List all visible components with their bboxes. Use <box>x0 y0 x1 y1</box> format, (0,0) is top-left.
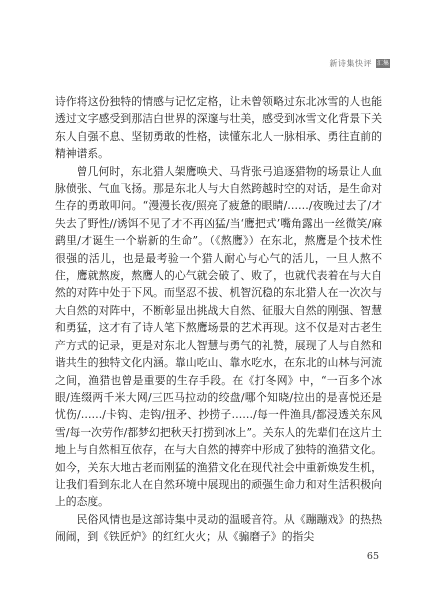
running-header <box>330 58 391 69</box>
running-header-title: 新诗集快评 <box>329 59 372 68</box>
body-paragraph: 民俗风情也是这部诗集中灵动的温暖音符。从《蹦蹦戏》的热热闹闹，到《铁匠炉》的红红火火；从《骟磨子》的指尖 <box>55 512 382 544</box>
page-body <box>55 93 382 546</box>
body-paragraph: 曾几何时，东北猎人架鹰唤犬、马背张弓追逐猎物的场景让人血脉偾张、气血飞扬。那是东北人与大自然跨越时空的对话，是生命对生存的勇敢叩问。“漫漫长夜/照亮了疲惫的眼睛/……/夜晚过去了/才失去了野性//诱饵不见了才不再凶猛/当‘鹰把式’嘴角露出一丝微笑/麻鹞里/才诞生一个崭新的生命”。（《熬鹰》）在东北，熬鹰是个技术性很强的活儿，也是最考验一个猎人耐心与心气的活儿，一旦人熬不住，鹰就熬废，熬鹰人的心气就会破了、败了，也就代表着在与大自然的对阵中处于下风。而坚忍不拔、机智沉稳的东北猎人在一次次与大自然的对阵中，不断彰显出挑战大自然、征服大自然的刚强、智慧和勇猛，这才有了诗人笔下熬鹰场景的艺术再现。这不仅是对古老生产方式的记录，更是对东北人智慧与勇气的礼赞，展现了人与自然和谐共生的独特文化内涵。靠山吃山、靠水吃水，在东北的山林与河流之间，渔猎也曾是重要的生存手段。在《打冬网》中，“一百多个冰眼/连缀两千米大网/三匹马拉动的绞盘/哪个知晓/拉出的是喜悦还是忧伤/……/卡钩、走钩/扭矛、抄捞子……/每一件渔具/都浸透关东风雪/每一次劳作/都梦幻把秋天打捞到冰上”。关东人的先辈们在这片土地上与自然相互依存，在与大自然的搏弈中形成了独特的渔猎文化。如今，关东大地古老而刚猛的渔猎文化在现代社会中重新焕发生机，让我们看到东北人在自然环境中展现出的顽强生命力和对生活积极向上的态度。 <box>55 164 382 509</box>
body-paragraph-continued: 诗作将这份独特的情感与记忆定格，让未曾领略过东北冰雪的人也能透过文字感受到那洁白世界的深邃与壮美，感受到冰雪文化背景下关东人自强不息、坚韧勇敢的性格，读懂东北人一脉相承、勇往直前的精神谱系。 <box>55 95 382 161</box>
running-header-mark: 汇集 <box>376 60 389 67</box>
page-number: 65 <box>366 551 379 562</box>
